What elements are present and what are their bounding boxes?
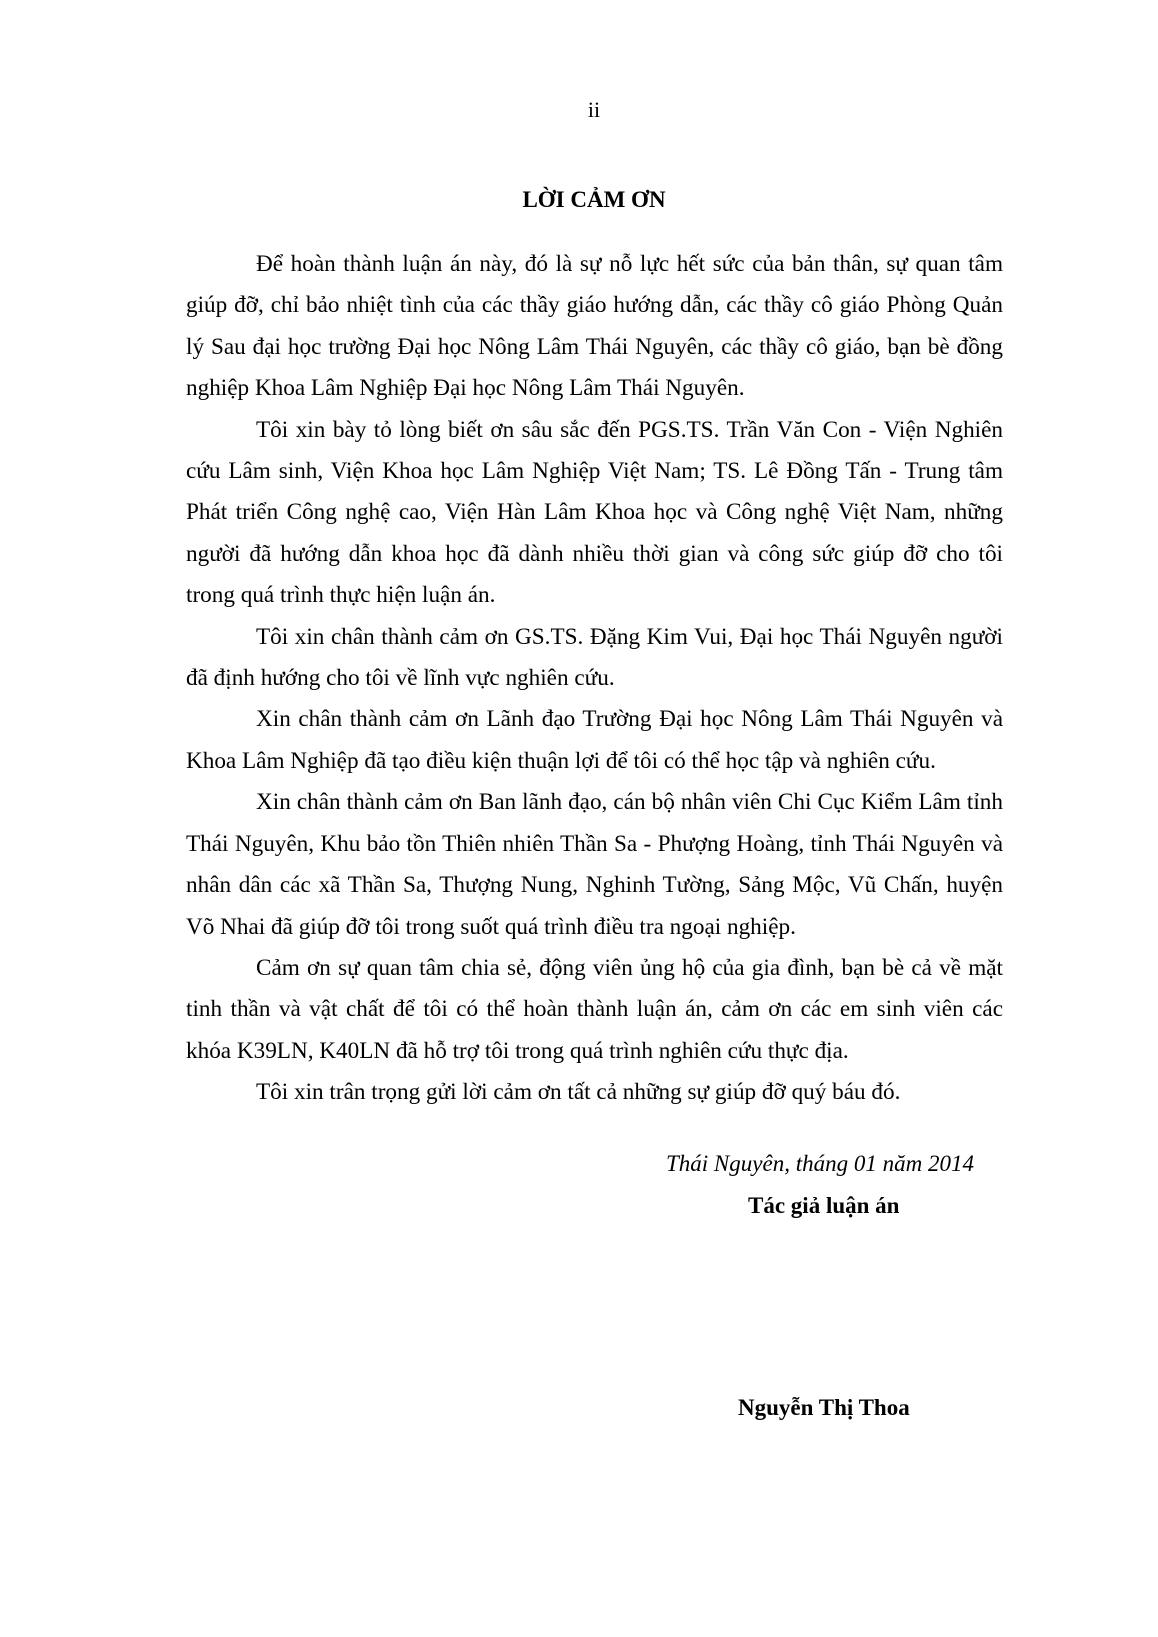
paragraph: Xin chân thành cảm ơn Ban lãnh đạo, cán bộ nhân viên Chi Cục Kiểm Lâm tỉnh Thái Nguyên, Khu bảo tồn Thiên nhiên Thần Sa - Phượng Hoàng, tỉnh Thái Nguyên và nhân dân các xã Thần Sa, Thượng Nung, Nghinh Tường, Sảng Mộc, Vũ Chấn, huyện Võ Nhai đã giúp đỡ tôi trong suốt quá trình điều tra ngoại nghiệp.: [186, 789, 1003, 940]
paragraph: Tôi xin bày tỏ lòng biết ơn sâu sắc đến PGS.TS. Trần Văn Con - Viện Nghiên cứu Lâm sinh, Viện Khoa học Lâm Nghiệp Việt Nam; TS. Lê Đồng Tấn - Trung tâm Phát triển Công nghệ cao, Viện Hàn Lâm Khoa học và Công nghệ Việt Nam, những người đã hướng dẫn khoa học đã dành nhiều thời gian và công sức giúp đỡ cho tôi trong quá trình thực hiện luận án.: [186, 416, 1003, 609]
paragraph: Để hoàn thành luận án này, đó là sự nỗ lực hết sức của bản thân, sự quan tâm giúp đỡ, chỉ bảo nhiệt tình của các thầy giáo hướng dẫn, các thầy cô giáo Phòng Quản lý Sau đại học trường Đại học Nông Lâm Thái Nguyên, các thầy cô giáo, bạn bè đồng nghiệp Khoa Lâm Nghiệp Đại học Nông Lâm Thái Nguyên.: [186, 251, 1003, 402]
paragraph: Xin chân thành cảm ơn Lãnh đạo Trường Đại học Nông Lâm Thái Nguyên và Khoa Lâm Nghiệp đã tạo điều kiện thuận lợi để tôi có thể học tập và nghiên cứu.: [186, 706, 1003, 774]
page-title: LỜI CẢM ƠN: [522, 187, 666, 212]
paragraph: Cảm ơn sự quan tâm chia sẻ, động viên ủng hộ của gia đình, bạn bè cả về mặt tinh thần và vật chất để tôi có thể hoàn thành luận án, cảm ơn các em sinh viên các khóa K39LN, K40LN đã hỗ trợ tôi trong quá trình nghiên cứu thực địa.: [186, 954, 1003, 1064]
paragraph: Tôi xin chân thành cảm ơn GS.TS. Đặng Kim Vui, Đại học Thái Nguyên người đã định hướng cho tôi về lĩnh vực nghiên cứu.: [186, 623, 1003, 692]
signature-name: Nguyễn Thị Thoa: [738, 1395, 910, 1420]
acknowledgement-body: [186, 244, 1003, 1114]
signature-role: Tác giả luận án: [748, 1193, 900, 1218]
page-number: ii: [587, 97, 601, 122]
paragraph: Tôi xin trân trọng gửi lời cảm ơn tất cả những sự giúp đỡ quý báu đó.: [256, 1079, 901, 1106]
signature-place-date: Thái Nguyên, tháng 01 năm 2014: [666, 1151, 974, 1176]
